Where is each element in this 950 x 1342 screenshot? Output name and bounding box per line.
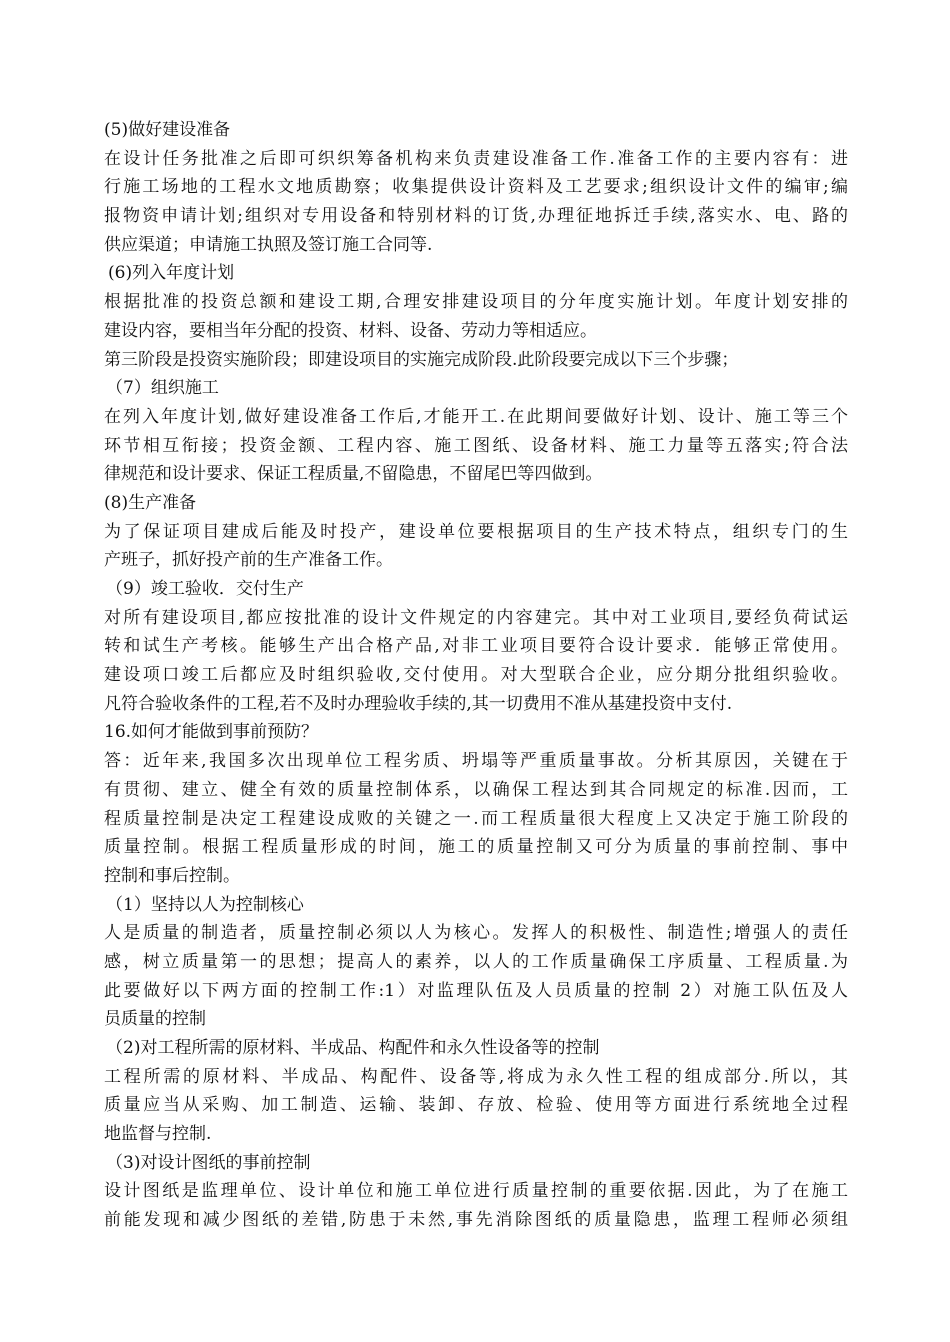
paragraph xyxy=(104,403,848,489)
paragraph-line: 质量应当从采购、加工制造、运输、装卸、存放、检验、使用等方面进行系统地全过程 xyxy=(104,1095,848,1116)
document-page xyxy=(104,116,848,1235)
paragraph-line: 对所有建设项目,都应按批准的设计文件规定的内容建完。其中对工业项目,要经负荷试运 xyxy=(104,607,848,628)
paragraph xyxy=(104,604,848,719)
paragraph-line: 环节相互衔接；投资金额、工程内容、施工图纸、设备材料、施工力量等五落实;符合法 xyxy=(104,435,848,456)
paragraph-line: 建设内容，要相当年分配的投资、材料、设备、劳动力等相适应。 xyxy=(104,320,597,341)
paragraph-line: 感，树立质量第一的思想；提高人的素养，以人的工作质量确保工序质量、工程质量.为 xyxy=(104,951,848,972)
paragraph-line: 凡符合验收条件的工程,若不及时办理验收手续的,其一切费用不准从基建投资中支付. xyxy=(104,693,733,714)
paragraph-line: 行施工场地的工程水文地质勘察；收集提供设计资料及工艺要求;组织设计文件的编审;编 xyxy=(104,177,848,198)
paragraph-line: 质量控制。根据工程质量形成的时间，施工的质量控制又可分为质量的事前控制、事中 xyxy=(104,837,848,858)
paragraph xyxy=(104,919,848,1034)
section-heading: 16.如何才能做到事前预防？ xyxy=(104,722,319,743)
paragraph-line: 律规范和设计要求、保证工程质量,不留隐患，不留尾巴等四做到。 xyxy=(104,464,603,485)
section-heading: (5)做好建设准备 xyxy=(104,120,231,140)
paragraph-line: 人是质量的制造者，质量控制必须以人为核心。发挥人的积极性、制造性;增强人的责任 xyxy=(104,923,848,944)
paragraph-line: 为了保证项目建成后能及时投产，建设单位要根据项目的生产技术特点，组织专门的生 xyxy=(104,521,848,542)
paragraph-line: 答：近年来,我国多次出现单位工程劣质、坍塌等严重质量事故。分析其原因，关键在于 xyxy=(104,751,848,772)
paragraph-line: 转和试生产考核。能够生产出合格产品,对非工业项目要符合设计要求．能够正常使用。 xyxy=(104,636,848,657)
paragraph xyxy=(104,1177,848,1234)
paragraph xyxy=(104,288,848,345)
paragraph xyxy=(104,747,848,890)
paragraph xyxy=(104,145,848,260)
paragraph-line: 第三阶段是投资实施阶段；即建设项目的实施完成阶段.此阶段要完成以下三个步骤； xyxy=(104,349,739,370)
paragraph-line: 有贯彻、建立、健全有效的质量控制体系，以确保工程达到其合同规定的标准.因而，工 xyxy=(104,779,848,800)
paragraph-line: 员质量的控制 xyxy=(104,1009,206,1030)
paragraph-line: 地监督与控制. xyxy=(104,1124,212,1145)
paragraph-line: 产班子，抓好投产前的生产准备工作。 xyxy=(104,550,393,571)
section-heading: (8)生产准备 xyxy=(104,492,197,513)
paragraph xyxy=(104,1063,848,1149)
paragraph-line: 报物资申请计划;组织对专用设备和特别材料的订货,办理征地拆迁手续,落实水、电、路的 xyxy=(104,206,848,227)
paragraph xyxy=(104,518,848,575)
paragraph-line: 控制和事后控制。 xyxy=(104,865,240,886)
paragraph xyxy=(104,346,848,375)
paragraph-line: 此要做好以下两方面的控制工作:1）对监理队伍及人员质量的控制 2）对施工队伍及人 xyxy=(104,980,848,1001)
paragraph-line: 在设计任务批准之后即可织织筹备机构来负责建设准备工作.准备工作的主要内容有：进 xyxy=(104,148,848,169)
paragraph-line: 建设项口竣工后都应及时组织验收,交付使用。对大型联合企业，应分期分批组织验收。 xyxy=(104,665,848,686)
section-heading: （2)对工程所需的原材料、半成品、构配件和永久性设备等的控制 xyxy=(106,1038,600,1058)
paragraph-line: 供应渠道；申请施工执照及签订施工合同等. xyxy=(104,234,433,255)
section-heading: （9）竣工验收．交付生产 xyxy=(106,579,304,599)
section-heading: （1）坚持以人为控制核心 xyxy=(106,894,304,915)
paragraph-line: 设计图纸是监理单位、设计单位和施工单位进行质量控制的重要依据.因此，为了在施工 xyxy=(104,1181,848,1202)
paragraph-line: 前能发现和减少图纸的差错,防患于未然,事先消除图纸的质量隐患，监理工程师必须组 xyxy=(104,1210,848,1231)
section-heading: （7）组织施工 xyxy=(106,378,219,399)
paragraph-line: 工程所需的原材料、半成品、构配件、设备等,将成为永久性工程的组成部分.所以，其 xyxy=(104,1066,848,1087)
paragraph-line: 根据批准的投资总额和建设工期,合理安排建设项目的分年度实施计划。年度计划安排的 xyxy=(104,292,848,313)
paragraph-line: 在列入年度计划,做好建设准备工作后,才能开工.在此期间要做好计划、设计、施工等三个 xyxy=(104,406,848,427)
paragraph-line: 程质量控制是决定工程建设成败的关键之一.而工程质量很大程度上又决定于施工阶段的 xyxy=(104,808,848,829)
section-heading: （3)对设计图纸的事前控制 xyxy=(106,1152,311,1173)
section-heading: (6)列入年度计划 xyxy=(108,263,235,284)
